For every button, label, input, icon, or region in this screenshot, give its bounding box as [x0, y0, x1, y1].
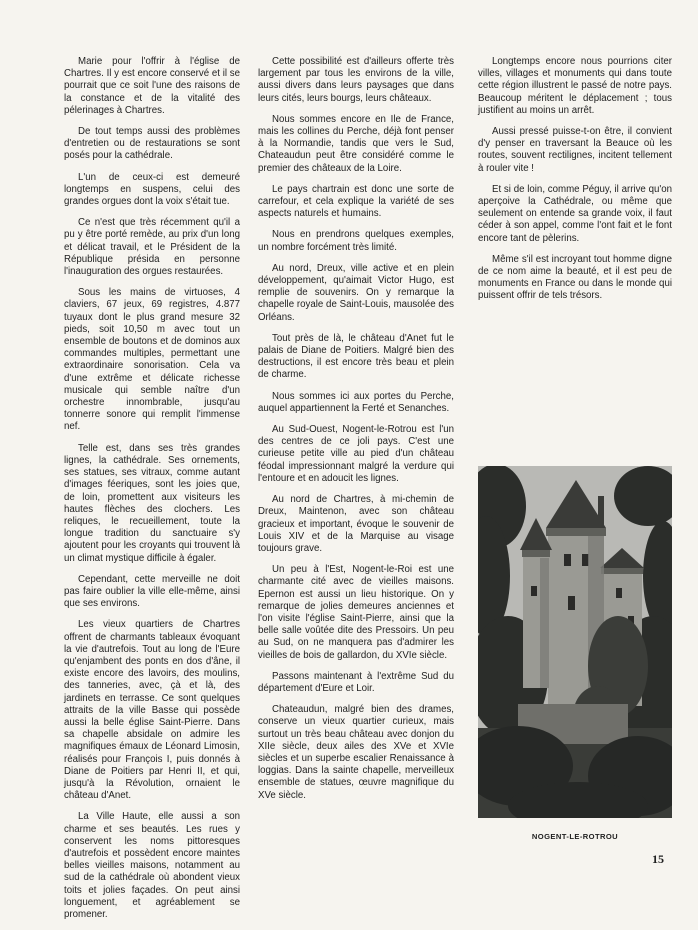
paragraph: Ce n'est que très récemment qu'il a pu y être porté remède, au prix d'un long et délicat travail, et le Président de la République présida en personne l'inauguration des orgues restaurées.	[64, 217, 240, 278]
paragraph: Sous les mains de virtuoses, 4 claviers, 67 jeux, 69 registres, 4.877 tuyaux dont le plus grand mesure 32 pieds, soit 10,50 m avec tout un ensemble de boutons et de dominos aux commandes multiples, permettant une extraordinaire sonorisation. Cela va d'une extrême et délicate richesse musicale qui semble naître d'un orchestre innombrable, jusqu'au tonnerre sonore qui remplit l'immense nef.	[64, 287, 240, 433]
page-number: 15	[652, 852, 664, 866]
paragraph: Au Sud-Ouest, Nogent-le-Rotrou est l'un des centres de ce joli pays. C'est une curieuse petite ville au pied d'un château féodal impressionnant malgré la verdure qui l'entoure et en adoucit les lignes.	[258, 424, 454, 484]
paragraph: Passons maintenant à l'extrême Sud du département d'Eure et Loir.	[258, 670, 454, 694]
paragraph: Les vieux quartiers de Chartres offrent de charmants tableaux évoquant la vie d'autrefois. Tout au long de l'Eure qu'enjambent des ponts en dos d'âne, il existe encore des lavoirs, des moulins, des tanneries, avec, çà et là, des jardinets en terrasse. Ce sont quelques attraits de la ville Basse qui possède aussi la belle église Saint-Pierre. Dans sa chapelle absidale on admire les magnifiques émaux de Léonard Limosin, réalisés pour François I, puis donnés à Diane de Poitiers par Henri II, et qui, jusqu'à la Révolution, ornaient le château d'Anet.	[64, 619, 240, 802]
paragraph: Tout près de là, le château d'Anet fut le palais de Diane de Poitiers. Malgré bien des destructions, il est encore très beau et plein de charme.	[258, 332, 454, 381]
paragraph: Nous en prendrons quelques exemples, un nombre forcément très limité.	[258, 229, 454, 253]
paragraph: De tout temps aussi des problèmes d'entretien ou de restaurations se sont posés pour la cathédrale.	[64, 126, 240, 162]
paragraph: Au nord, Dreux, ville active et en plein développement, qu'aimait Victor Hugo, est remplie de souvenirs. On y remarque la chapelle royale de Saint-Louis, mausolée des Orléans.	[258, 262, 454, 323]
paragraph: Au nord de Chartres, à mi-chemin de Dreux, Maintenon, avec son château gracieux et important, évoque le souvenir de Louis XIV et de la Marquise au visage toujours grave.	[258, 494, 454, 554]
text-column-2	[258, 56, 454, 811]
paragraph: Aussi pressé puisse-t-on être, il convient d'y penser en traversant la Beauce où les routes, souvent rectilignes, incitent tellement à rouler vite !	[478, 126, 672, 174]
paragraph: Longtemps encore nous pourrions citer villes, villages et monuments qui dans toute cette région illustrent le passé de notre pays. Beaucoup méritent le déplacement ; tous justifient au moins un arrêt.	[478, 56, 672, 116]
paragraph: Chateaudun, malgré bien des drames, conserve un vieux quartier curieux, mais surtout un très beau château avec donjon du XIIe siècle, deux ailes des XVe et XVIe siècles et un superbe escalier Renaissance à loggias. Dans la sainte chapelle, merveilleux ensemble de statues, œuvre magnifique du XVe siècle.	[258, 704, 454, 801]
paragraph: Marie pour l'offrir à l'église de Chartres. Il y est encore conservé et il se pourrait que ce soit l'une des raisons de la constance et de la vitalité des pélerinages à Chartres.	[64, 56, 240, 116]
paragraph: Cette possibilité est d'ailleurs offerte très largement par tous les environs de la ville, aussi divers dans leurs paysages que dans leurs cités, leurs bourgs, leurs châteaux.	[258, 56, 454, 104]
paragraph: Et si de loin, comme Péguy, il arrive qu'on aperçoive la Cathédrale, ou même que seulement on entende sa grande voix, il faut céder à son appel, comme l'ont fait et le font encore tant de pèlerins.	[478, 183, 672, 244]
paragraph: Un peu à l'Est, Nogent-le-Roi est une charmante cité avec de vieilles maisons. Epernon est aussi un lieu historique. On y remarque de jolies demeures anciennes et l'on visite l'église Saint-Pierre, ainsi que la belle salle voûtée dite des Pressoirs. Un peu au Sud, on ne manquera pas d'admirer les vieilles de bois de gallardon, du XVIe siècle.	[258, 564, 454, 661]
text-column-3	[478, 56, 672, 312]
paragraph: Nous sommes encore en Ile de France, mais les collines du Perche, déjà font penser à la Normandie, tandis que vers le Sud, Chateaudun peut être considéré comme le premier des châteaux de la Loire.	[258, 113, 454, 174]
paragraph: Telle est, dans ses très grandes lignes, la cathédrale. Ses ornements, ses statues, ses vitraux, comme autant d'images féeriques, sont les joies que, de loin, promettent aux visiteurs les hautes flèches des clochers. Les reliques, le recueillement, toute la longue tradition du sanctuaire s'y ajoutent pour les croyants qui trouvent là un climat mystique difficile à égaler.	[64, 442, 240, 564]
text-column-1	[64, 56, 240, 930]
castle-illustration	[478, 466, 672, 818]
paragraph: Même s'il est incroyant tout homme digne de ce nom aime la beauté, et il est peu de monuments en France ou dans le monde qui puissent offrir de tels trésors.	[478, 253, 672, 302]
paragraph: Le pays chartrain est donc une sorte de carrefour, et cela explique la variété de ses aspects naturels et humains.	[258, 183, 454, 220]
photo-caption: NOGENT-LE-ROTROU	[531, 832, 619, 841]
paragraph: La Ville Haute, elle aussi a son charme et ses beautés. Les rues y conservent les noms pittoresques d'autrefois et possèdent encore maintes belles vieilles maisons, notamment au sud de la cathédrale où abondent vieux toits et jolies façades. On peut ainsi longuement, et agréablement se promener.	[64, 811, 240, 920]
paragraph: Nous sommes ici aux portes du Perche, auquel appartiennent la Ferté et Senanches.	[258, 390, 454, 414]
paragraph: L'un de ceux-ci est demeuré longtemps en suspens, celui des grandes orgues dont la voix s'était tue.	[64, 171, 240, 208]
castle-photo	[478, 466, 672, 818]
paragraph: Cependant, cette merveille ne doit pas faire oublier la ville elle-même, ainsi que ses environs.	[64, 573, 240, 610]
